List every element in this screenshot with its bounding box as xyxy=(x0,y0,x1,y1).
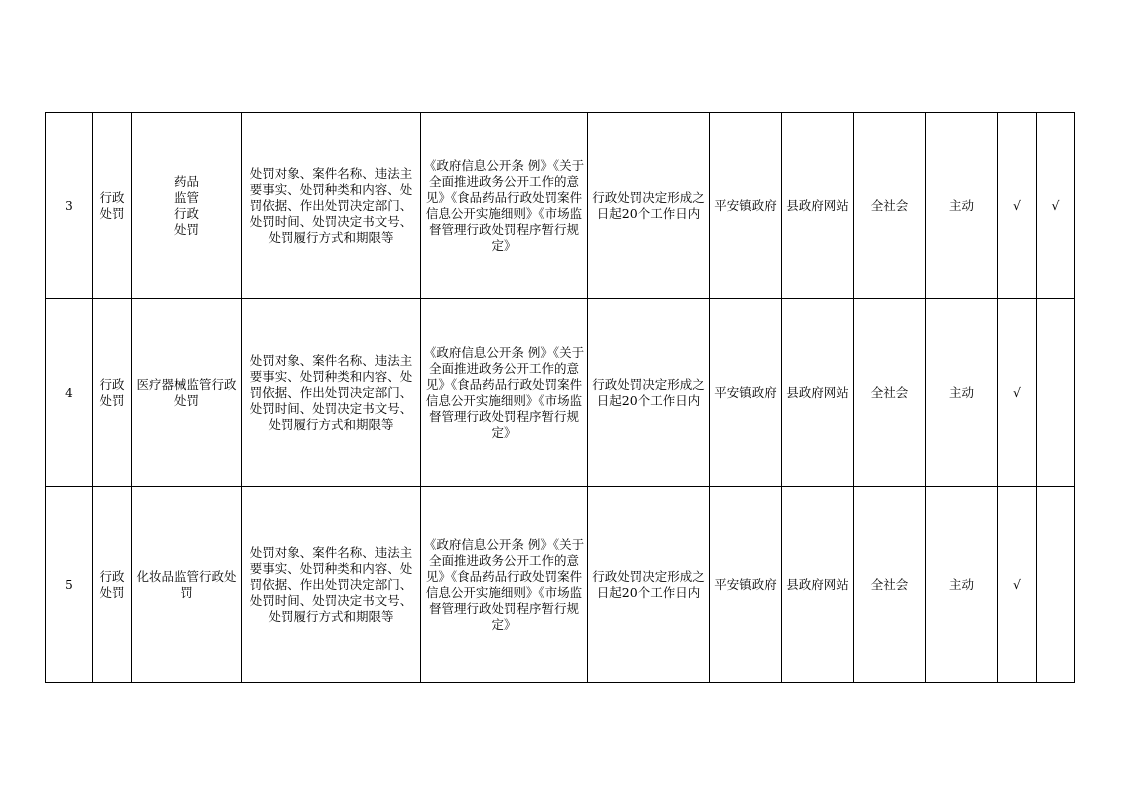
item-line: 监管 xyxy=(173,189,199,205)
item-line: 药品 xyxy=(173,173,199,189)
check-mark-a: √ xyxy=(998,113,1037,299)
mode-cell: 主动 xyxy=(926,487,998,683)
channel-cell: 县政府网站 xyxy=(782,113,854,299)
category-cell: 行政处罚 xyxy=(93,487,132,683)
time-limit-cell: 行政处罚决定形成之日起20个工作日内 xyxy=(588,113,710,299)
check-mark-b: √ xyxy=(1037,113,1075,299)
scope-cell: 全社会 xyxy=(854,487,926,683)
channel-cell: 县政府网站 xyxy=(782,299,854,487)
time-limit-cell: 行政处罚决定形成之日起20个工作日内 xyxy=(588,299,710,487)
category-cell: 行政处罚 xyxy=(93,299,132,487)
row-number: 5 xyxy=(46,487,93,683)
table-row xyxy=(46,113,1075,299)
item-cell xyxy=(132,113,242,299)
check-mark-a: √ xyxy=(998,299,1037,487)
check-mark-b xyxy=(1037,299,1075,487)
check-mark-b xyxy=(1037,487,1075,683)
content-cell: 处罚对象、案件名称、违法主要事实、处罚种类和内容、处罚依据、作出处罚决定部门、处罚时间、处罚决定书文号、处罚履行方式和期限等 xyxy=(242,487,421,683)
scope-cell: 全社会 xyxy=(854,299,926,487)
item-cell: 化妆品监管行政处罚 xyxy=(132,487,242,683)
basis-cell: 《政府信息公开条 例》《关于全面推进政务公开工作的意见》《食品药品行政处罚案件信息公开实施细则》《市场监督管理行政处罚程序暂行规定》 xyxy=(421,299,588,487)
category-cell: 行政处罚 xyxy=(93,113,132,299)
subject-cell: 平安镇政府 xyxy=(710,113,782,299)
item-cell: 医疗器械监管行政处罚 xyxy=(132,299,242,487)
mode-cell: 主动 xyxy=(926,113,998,299)
row-number: 4 xyxy=(46,299,93,487)
subject-cell: 平安镇政府 xyxy=(710,487,782,683)
subject-cell: 平安镇政府 xyxy=(710,299,782,487)
content-cell: 处罚对象、案件名称、违法主要事实、处罚种类和内容、处罚依据、作出处罚决定部门、处罚时间、处罚决定书文号、处罚履行方式和期限等 xyxy=(242,299,421,487)
basis-cell: 《政府信息公开条 例》《关于全面推进政务公开工作的意见》《食品药品行政处罚案件信息公开实施细则》《市场监督管理行政处罚程序暂行规定》 xyxy=(421,113,588,299)
item-line: 行政 xyxy=(173,205,199,221)
time-limit-cell: 行政处罚决定形成之日起20个工作日内 xyxy=(588,487,710,683)
mode-cell: 主动 xyxy=(926,299,998,487)
item-line: 处罚 xyxy=(173,221,199,237)
disclosure-table xyxy=(45,112,1075,683)
check-mark-a: √ xyxy=(998,487,1037,683)
row-number: 3 xyxy=(46,113,93,299)
channel-cell: 县政府网站 xyxy=(782,487,854,683)
scope-cell: 全社会 xyxy=(854,113,926,299)
basis-cell: 《政府信息公开条 例》《关于全面推进政务公开工作的意见》《食品药品行政处罚案件信息公开实施细则》《市场监督管理行政处罚程序暂行规定》 xyxy=(421,487,588,683)
table-row xyxy=(46,487,1075,683)
table-row xyxy=(46,299,1075,487)
content-cell: 处罚对象、案件名称、违法主要事实、处罚种类和内容、处罚依据、作出处罚决定部门、处罚时间、处罚决定书文号、处罚履行方式和期限等 xyxy=(242,113,421,299)
